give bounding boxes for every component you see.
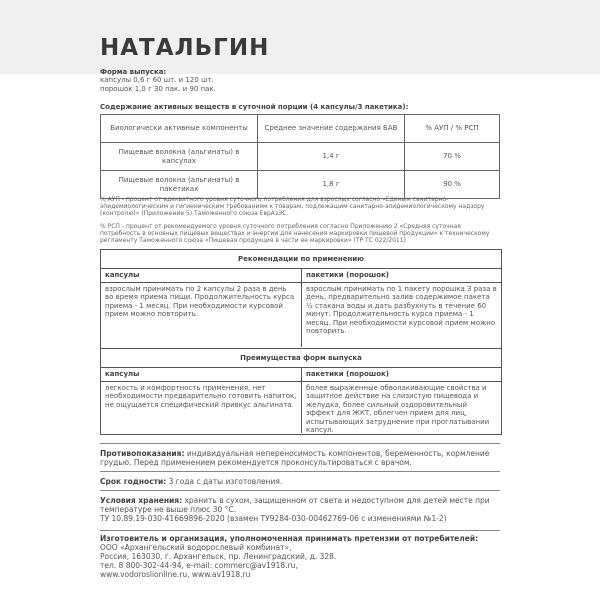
contraindications bbox=[100, 449, 500, 467]
advantages-columns bbox=[101, 368, 501, 433]
table-row bbox=[101, 171, 500, 199]
release-form-section bbox=[100, 68, 500, 93]
table-cell: Пищевые волокна (альгинаты) в капсулах bbox=[101, 143, 258, 171]
active-content-table bbox=[100, 114, 500, 199]
shelf-life-label: Срок годности: bbox=[100, 477, 167, 486]
column-header: Среднее значение содержания БАВ bbox=[258, 115, 405, 143]
usage-sachets-text: взрослым принимать по 1 пакету порошка 3 раза в день, предварительно залив содержимое пакета ½ стакана воды и дать разбухнуть в течение 60 минут. Продолжительность курса приема - 1 месяц. При необходимости курсовой прием можно повторить. bbox=[306, 284, 497, 336]
manufacturer-line: Россия, 163030, г. Архангельск, пр. Ленинградский, д. 328. bbox=[100, 552, 337, 561]
usage-capsules-title: капсулы bbox=[101, 271, 301, 282]
contraindications-text: индивидуальная непереносимость компонентов, беременность, кормление грудью. Перед применением рекомендуется проконсультироваться с врачом. bbox=[100, 449, 490, 467]
advantages-capsules-text: легкость и комфортность применения, нет необходимости предварительно готовить напиток, не ощущается специфический привкус альгината. bbox=[105, 383, 297, 409]
advantages-box bbox=[100, 348, 502, 435]
storage-tu: ТУ 10.89.19-030-41669896-2020 (взамен ТУ9284-030-00462769-06 с изменениями №1-2) bbox=[100, 514, 447, 523]
storage-label: Условия хранения: bbox=[100, 496, 183, 505]
column-header: % АУП / % РСП bbox=[405, 115, 500, 143]
table-cell: 1,8 г bbox=[258, 171, 405, 199]
divider bbox=[100, 443, 500, 444]
page-title: НАТАЛЬГИН bbox=[100, 35, 270, 61]
active-content-table-wrap bbox=[100, 114, 500, 199]
column-header: Биологически активные компоненты bbox=[101, 115, 258, 143]
advantages-sachets bbox=[301, 368, 501, 433]
table-cell: Пищевые волокна (альгинаты) в пакетиках bbox=[101, 171, 258, 199]
storage bbox=[100, 496, 500, 523]
table-cell: 1,4 г bbox=[258, 143, 405, 171]
storage-text: хранить в сухом, защищенном от света и недоступном для детей месте при температуре не выше плюс 30 °С. bbox=[100, 496, 490, 514]
advantages-capsules-title: капсулы bbox=[101, 370, 301, 381]
advantages-capsules bbox=[101, 368, 301, 433]
release-form-line: порошок 1,0 г 30 пак. и 90 пак. bbox=[100, 84, 216, 93]
note-rsp: % РСП - процент от рекомендуемого уровня суточного потребления согласно Приложению 2 «Средняя суточная потребность в основных пищевых веществах и энергии для нанесения маркировки пищевой продукции» к техническому регламенту Таможенного союза «Пищевая продукция в части ее маркировки» (ТР ТС 022/2011) bbox=[100, 223, 490, 244]
divider bbox=[100, 490, 500, 491]
divider bbox=[100, 471, 500, 472]
header-band bbox=[0, 0, 600, 74]
release-form-line: капсулы 0,6 г 60 шт. и 120 шт. bbox=[100, 76, 214, 85]
usage-capsules-text: взрослым принимать по 2 капсулы 2 раза в день во время приема пищи. Продолжительность курса приема - 1 месяц. При необходимости курсовой прием можно повторить. bbox=[105, 284, 295, 319]
table-row bbox=[101, 143, 500, 171]
usage-capsules bbox=[101, 269, 301, 347]
manufacturer-line: www.vodoroslionline.ru, www.av1918.ru bbox=[100, 570, 251, 579]
table-cell: 90 % bbox=[405, 171, 500, 199]
table-cell: 70 % bbox=[405, 143, 500, 171]
manufacturer-line: тел. 8 800-302-44-94, e-mail: commerc@av1918.ru, bbox=[100, 561, 298, 570]
note-aup: % АУП - процент от адекватного уровня суточного потребления для взрослых согласно «Единым санитарно-эпидемиологическим и гигиеническим требованиям к товарам, подлежащим санитарно-эпидемиологическому надзору (контролю)» (Приложение 5) Таможенного союза ЕврАзЭС. bbox=[100, 196, 485, 217]
usage-columns bbox=[101, 269, 501, 347]
advantages-sachets-text: более выраженные обволакивающие свойства и защитное действие на слизистую пищевода и желудка, более сильный оздоровительный эффект для ЖКТ, облегчен прием для лиц, испытывающих затруднение при проглатывании капсул. bbox=[306, 383, 490, 435]
shelf-life bbox=[100, 477, 500, 486]
manufacturer bbox=[100, 534, 500, 579]
usage-heading: Рекомендации по применению bbox=[101, 250, 501, 269]
usage-sachets-title: пакетики (порошок) bbox=[302, 271, 501, 282]
manufacturer-label: Изготовитель и организация, уполномоченная принимать претензии от потребителей: bbox=[100, 534, 479, 543]
release-form-label: Форма выпуска: bbox=[100, 68, 167, 76]
contraindications-label: Противопоказания: bbox=[100, 449, 185, 458]
advantages-heading: Преимущества форм выпуска bbox=[101, 349, 501, 368]
shelf-life-text: 3 года с даты изготовления. bbox=[168, 477, 283, 486]
usage-box bbox=[100, 249, 502, 349]
divider bbox=[100, 530, 500, 531]
table-header-row bbox=[101, 115, 500, 143]
active-content-heading: Содержание активных веществ в суточной порции (4 капсулы/3 пакетика): bbox=[100, 103, 409, 111]
usage-sachets bbox=[301, 269, 501, 347]
manufacturer-line: ООО «Архангельский водорослевый комбинат», bbox=[100, 543, 292, 552]
advantages-sachets-title: пакетики (порошок) bbox=[302, 370, 501, 381]
